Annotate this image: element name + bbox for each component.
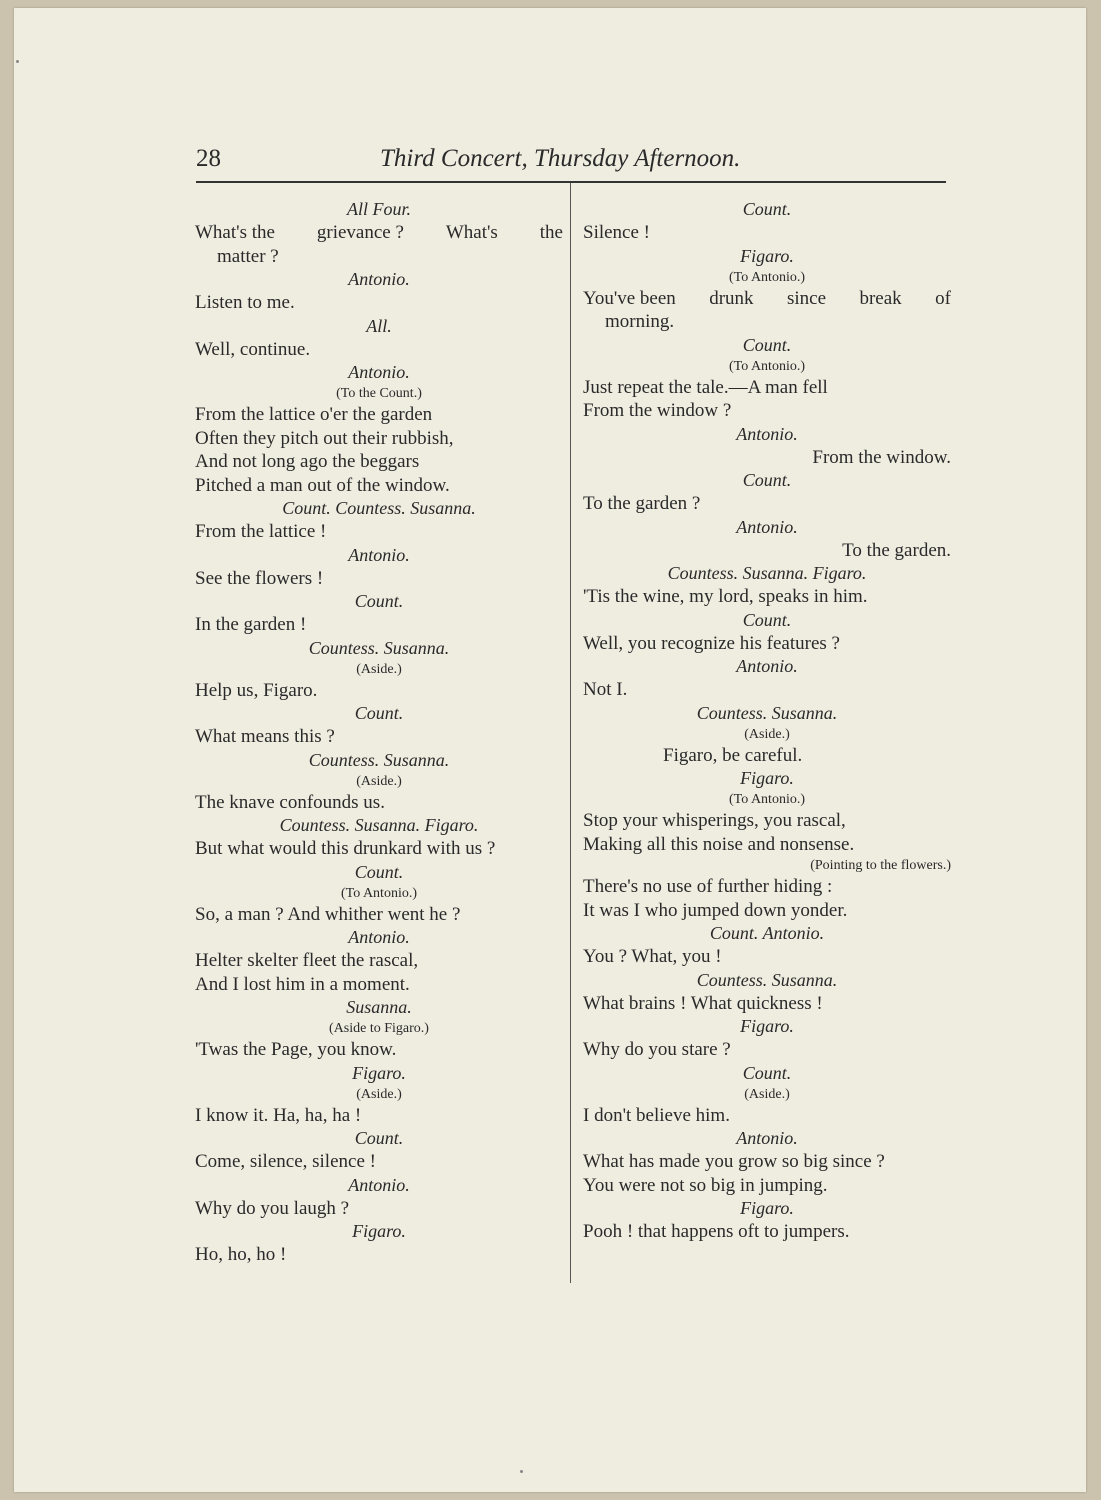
dialogue-line: Pooh ! that happens oft to jumpers.: [583, 1221, 850, 1242]
speaker-name: Antonio.: [736, 516, 798, 537]
speaker-name: Antonio.: [348, 927, 410, 947]
stage-direction: (Aside.): [356, 661, 402, 677]
dialogue-line: In the garden !: [195, 614, 307, 635]
dialogue-line: 'Twas the Page, you know.: [195, 1039, 397, 1060]
speaker-name: All.: [366, 315, 392, 336]
justified-word: break: [859, 287, 902, 309]
dialogue-line: From the lattice !: [195, 521, 327, 542]
speaker-name: All Four.: [346, 199, 411, 219]
speaker-name: Count. Countess. Susanna.: [282, 498, 476, 518]
dialogue-line: There's no use of further hiding :: [583, 876, 833, 897]
dialogue-line: Silence !: [583, 222, 651, 243]
dialogue-line: You were not so big in jumping.: [583, 1174, 828, 1196]
stage-direction: (Aside.): [744, 1086, 790, 1102]
paper-fleck: [520, 1470, 523, 1473]
dialogue-line: So, a man ? And whither went he ?: [195, 903, 461, 925]
dialogue-line: Pitched a man out of the window.: [195, 474, 450, 496]
dialogue-line: Well, you recognize his features ?: [583, 632, 840, 654]
paper-fleck: [16, 60, 19, 63]
speaker-name: Count.: [354, 703, 404, 723]
speaker-name: Countess. Susanna. Figaro.: [279, 815, 479, 835]
speaker-name: Count.: [742, 1062, 792, 1083]
speaker-name: Antonio.: [348, 269, 410, 289]
speaker-name: Figaro.: [740, 768, 794, 788]
speaker-name: Antonio.: [736, 656, 798, 676]
dialogue-line: Figaro, be careful.: [663, 744, 803, 766]
dialogue-line: It was I who jumped down yonder.: [583, 899, 848, 921]
justified-word: What's the: [195, 222, 275, 243]
speaker-name: Antonio.: [736, 1128, 798, 1148]
right-column: [583, 198, 951, 1244]
speaker-name: Countess. Susanna.: [696, 969, 838, 990]
dialogue-line: Why do you laugh ?: [195, 1197, 350, 1219]
dialogue-line: Not I.: [583, 679, 628, 700]
justified-word: of: [935, 287, 951, 309]
dialogue-line: The knave confounds us.: [195, 791, 385, 813]
speaker-name: Susanna.: [346, 997, 412, 1017]
dialogue-line: From the lattice o'er the garden: [195, 404, 433, 425]
speaker-name: Figaro.: [740, 1016, 794, 1036]
dialogue-line: What means this ?: [195, 726, 335, 747]
dialogue-line: What has made you grow so big since ?: [583, 1151, 885, 1172]
speaker-name: Figaro.: [740, 245, 794, 266]
dialogue-line: I don't believe him.: [583, 1104, 730, 1126]
dialogue-line: Helter skelter fleet the rascal,: [195, 950, 419, 971]
speaker-name: Countess. Susanna.: [308, 749, 450, 770]
speaker-name: Count. Antonio.: [709, 923, 825, 943]
dialogue-line: Why do you stare ?: [583, 1039, 731, 1060]
justified-word: since: [787, 287, 827, 309]
dialogue-line: Stop your whisperings, you rascal,: [583, 810, 846, 831]
dialogue-line: But what would this drunkard with us ?: [195, 838, 496, 859]
dialogue-line: To the garden.: [842, 539, 951, 561]
stage-direction: (To Antonio.): [728, 792, 805, 807]
running-title: Third Concert, Thursday Afternoon.: [380, 145, 741, 172]
dialogue-line: morning.: [605, 311, 675, 332]
left-column: [195, 198, 563, 1267]
speaker-name: Count.: [354, 591, 404, 611]
stage-direction: (To Antonio.): [728, 269, 805, 285]
speaker-name: Figaro.: [740, 1198, 794, 1218]
column-divider: [570, 183, 571, 1283]
speaker-name: Antonio.: [348, 362, 410, 382]
dialogue-line: From the window ?: [583, 400, 732, 421]
stage-direction: (To the Count.): [336, 386, 422, 401]
speaker-name: Antonio.: [348, 544, 410, 565]
dialogue-line: Help us, Figaro.: [195, 679, 318, 701]
dialogue-line: You ? What, you !: [583, 946, 722, 967]
dialogue-line: Well, continue.: [195, 338, 311, 360]
header-rule: [196, 181, 946, 183]
dialogue-line: From the window.: [812, 446, 951, 468]
speaker-name: Figaro.: [352, 1221, 406, 1241]
speaker-name: Countess. Susanna. Figaro.: [667, 563, 867, 583]
stage-direction: (Aside.): [356, 773, 402, 789]
stage-direction: (Aside to Figaro.): [329, 1021, 429, 1036]
dialogue-line: What brains ! What quickness !: [583, 992, 823, 1014]
speaker-name: Figaro.: [352, 1062, 406, 1083]
speaker-name: Count.: [742, 199, 792, 219]
stage-direction: (To Antonio.): [728, 358, 805, 374]
speaker-name: Count.: [742, 609, 792, 630]
speaker-name: Count.: [354, 861, 404, 882]
page-header: [196, 145, 946, 181]
justified-word: grievance ?: [316, 222, 404, 243]
stage-direction: (To Antonio.): [340, 885, 417, 901]
dialogue-line: [195, 221, 563, 245]
dialogue-line: [583, 287, 951, 311]
justified-word: You've been: [583, 287, 676, 309]
dialogue-line: Ho, ho, ho !: [195, 1244, 287, 1265]
speaker-name: Countess. Susanna.: [696, 702, 838, 723]
justified-word: What's: [445, 222, 498, 243]
justified-word: the: [539, 222, 563, 243]
stage-direction: (Pointing to the flowers.): [810, 858, 951, 873]
stage-direction: (Aside.): [744, 726, 790, 742]
dialogue-line: Just repeat the tale.—A man fell: [583, 376, 828, 398]
speaker-name: Count.: [742, 470, 792, 490]
justified-word: drunk: [709, 287, 754, 309]
dialogue-line: 'Tis the wine, my lord, speaks in him.: [583, 586, 868, 607]
dialogue-line: Listen to me.: [195, 292, 295, 313]
dialogue-line: Come, silence, silence !: [195, 1151, 376, 1172]
dialogue-line: And I lost him in a moment.: [195, 973, 410, 995]
speaker-name: Antonio.: [348, 1174, 410, 1195]
speaker-name: Antonio.: [736, 423, 798, 444]
page-number: 28: [196, 145, 221, 172]
dialogue-line: Making all this noise and nonsense.: [583, 833, 855, 855]
stage-direction: (Aside.): [356, 1086, 402, 1102]
speaker-name: Count.: [742, 334, 792, 355]
speaker-name: Countess. Susanna.: [308, 637, 450, 658]
dialogue-line: I know it. Ha, ha, ha !: [195, 1104, 362, 1126]
dialogue-line: matter ?: [217, 245, 279, 267]
dialogue-line: To the garden ?: [583, 493, 701, 514]
speaker-name: Count.: [354, 1128, 404, 1148]
dialogue-line: See the flowers !: [195, 567, 324, 589]
dialogue-line: And not long ago the beggars: [195, 451, 420, 472]
dialogue-line: Often they pitch out their rubbish,: [195, 427, 454, 449]
